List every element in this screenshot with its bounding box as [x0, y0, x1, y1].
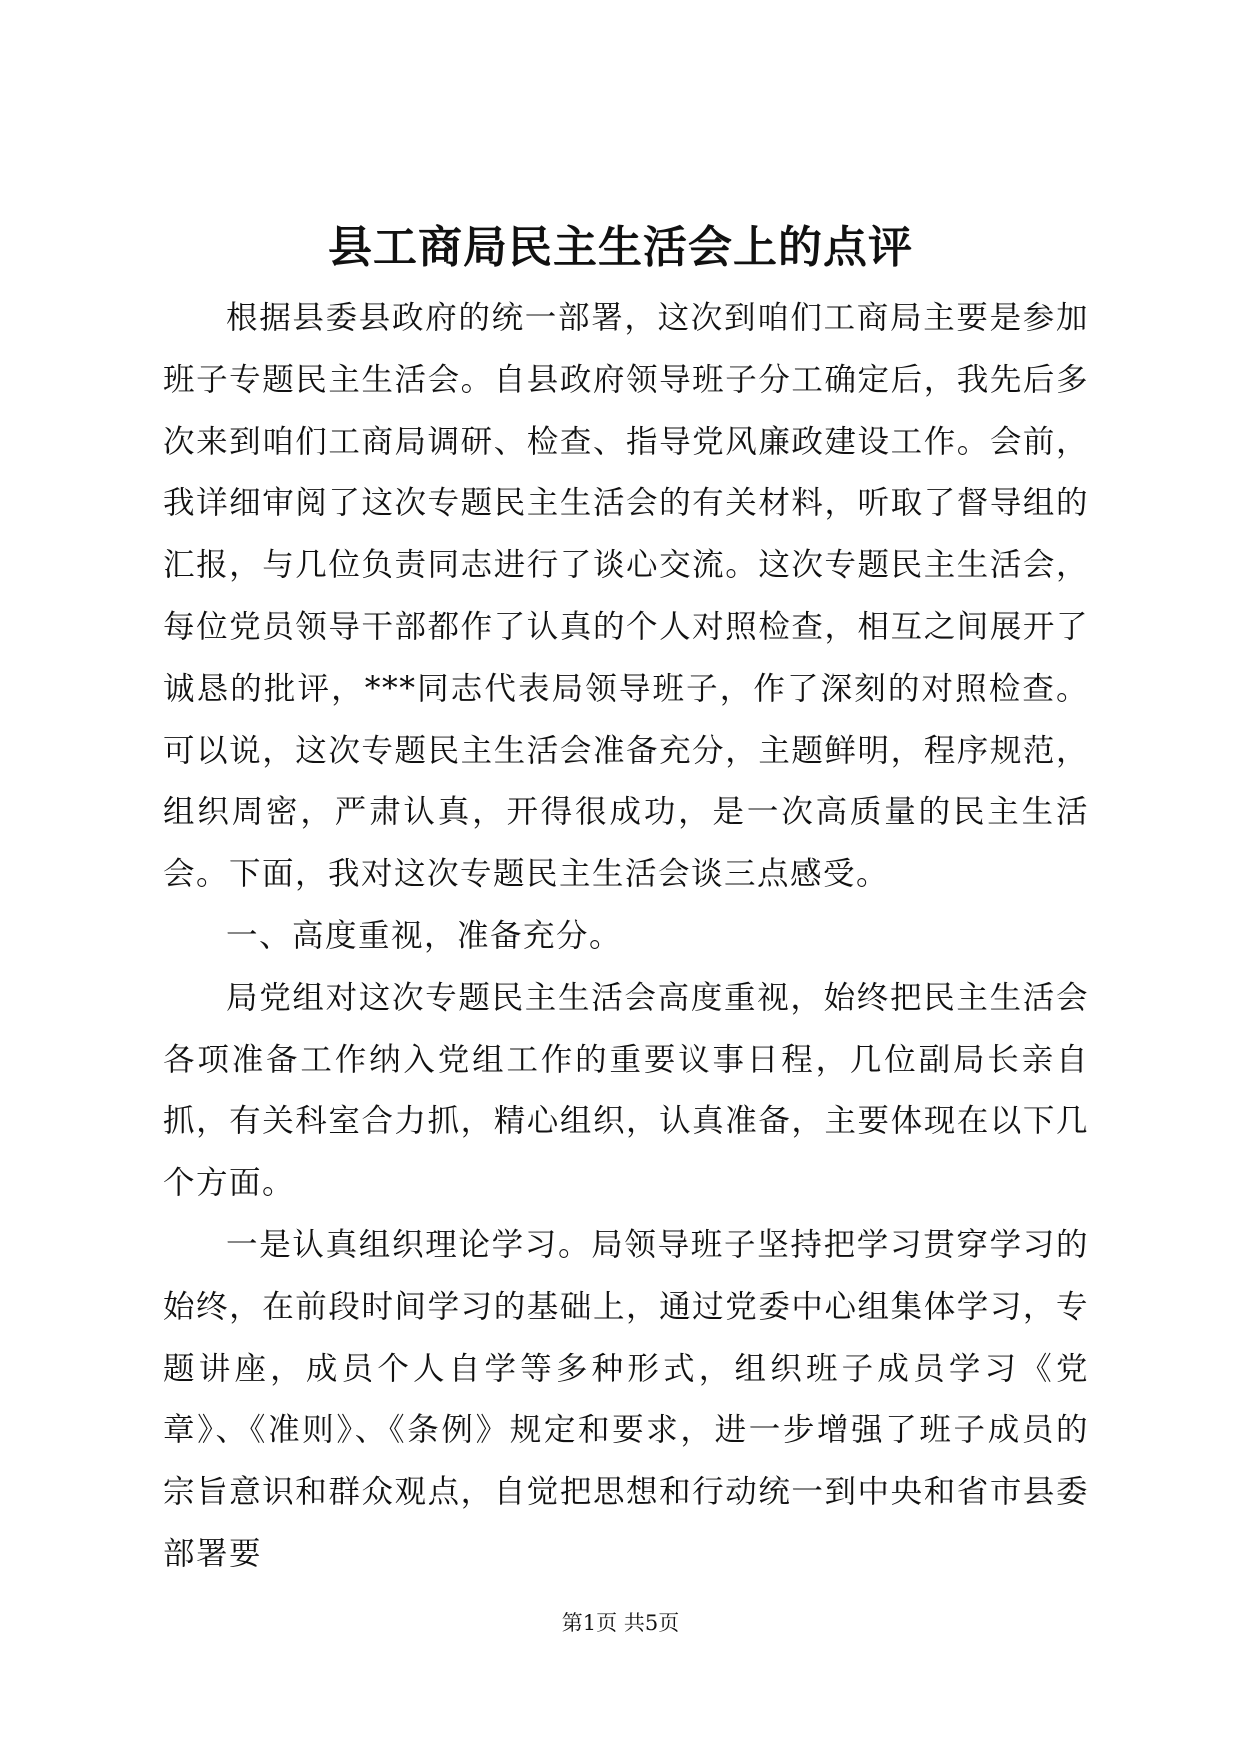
section-heading: 一、高度重视，准备充分。 [226, 917, 623, 954]
paragraph-intro: 根据县委县政府的统一部署，这次到咱们工商局主要是参加班子专题民主生活会。自县政府领导班子分工确定后，我先后多次来到咱们工商局调研、检查、指导党风廉政建设工作。会前，我详细审阅了这次专题民主生活会的有关材料，听取了督导组的汇报，与几位负责同志进行了谈心交流。这次专题民主生活会，每位党员领导干部都作了认真的个人对照检查，相互之间展开了诚恳的批评，***同志代表局领导班子，作了深刻的对照检查。可以说，这次专题民主生活会准备充分，主题鲜明，程序规范，组织周密，严肃认真，开得很成功，是一次高质量的民主生活会。下面，我对这次专题民主生活会谈三点感受。 [163, 300, 1089, 893]
page-number-footer: 第1页 共5页 [561, 1611, 680, 1635]
paragraph-study: 一是认真组织理论学习。局领导班子坚持把学习贯穿学习的始终，在前段时间学习的基础上，通过党委中心组集体学习，专题讲座，成员个人自学等多种形式，组织班子成员学习《党章》、《准则》、《条例》规定和要求，进一步增强了班子成员的宗旨意识和群众观点，自觉把思想和行动统一到中央和省市县委部署要 [163, 1226, 1089, 1572]
paragraph-preparation: 局党组对这次专题民主生活会高度重视，始终把民主生活会各项准备工作纳入党组工作的重要议事日程，几位副局长亲自抓，有关科室合力抓，精心组织，认真准备，主要体现在以下几个方面。 [163, 979, 1089, 1202]
document-title: 县工商局民主生活会上的点评 [328, 222, 913, 273]
document-body [163, 288, 1089, 1586]
